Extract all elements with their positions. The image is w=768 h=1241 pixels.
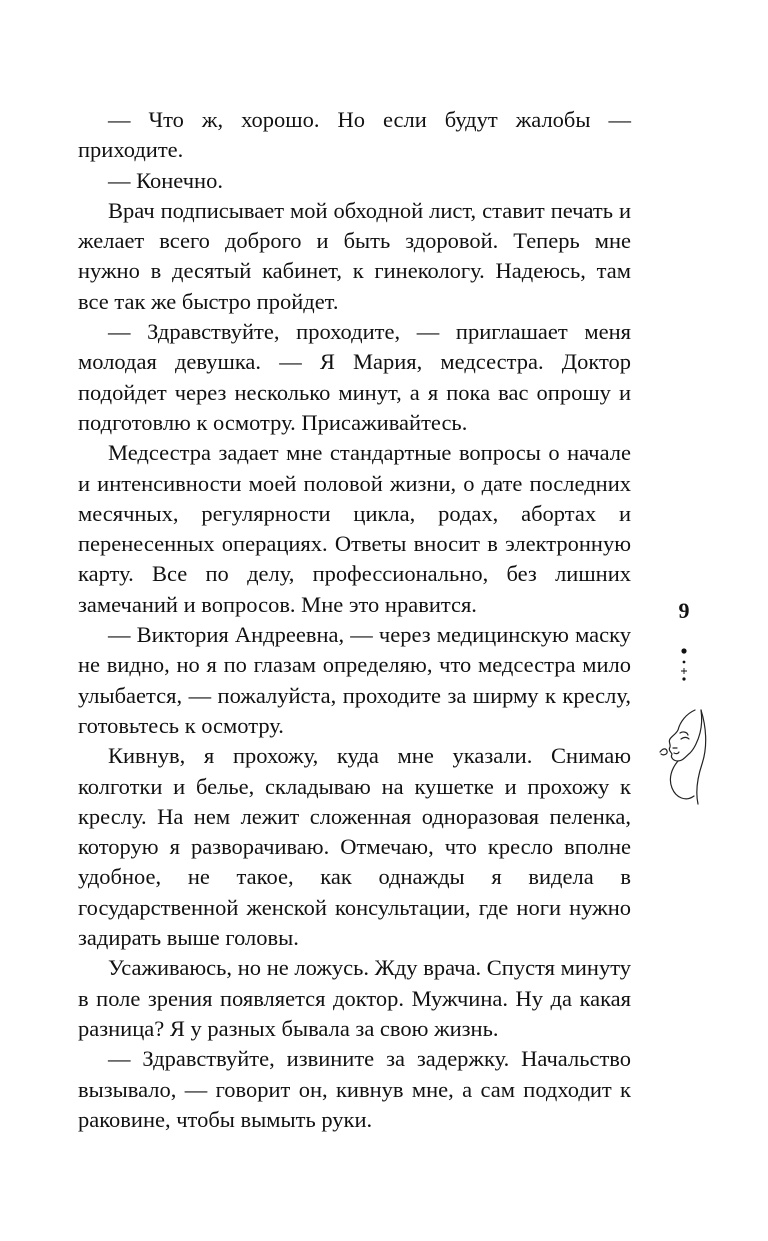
- paragraph-3: Врач подписывает мой обходной лист, ставит печать и желает всего доброго и быть здоровой. Теперь мне нужно в десятый кабинет, к гинекологу. Надеюсь, там все так же быстро пройдет.: [78, 197, 631, 314]
- paragraph-1: — Что ж, хорошо. Но если будут жалобы — приходите.: [78, 107, 631, 163]
- paragraph-5: Медсестра задает мне стандартные вопросы о начале и интенсивности моей половой жизни, о дате последних месячных, регулярности цикла, родах, абортах и перенесенных операциях. Ответы вносит в электронную карту. Все по делу, профессионально, без лишних замечаний и вопросов. Мне это нравится.: [78, 440, 631, 617]
- paragraph-6: — Виктория Андреевна, — через медицинскую маску не видно, но я по глазам определяю, что медсестра мило улыбается, — пожалуйста, проходите за ширму к креслу, готовьтесь к осмотру.: [78, 622, 631, 738]
- dots-ornament-icon: [672, 645, 696, 685]
- paragraph-2: — Конечно.: [108, 167, 223, 193]
- face-line-art-icon: [650, 706, 712, 806]
- paragraph-8: Усаживаюсь, но не ложусь. Жду врача. Спустя минуту в поле зрения появляется доктор. Мужчина. Ну да какая разница? Я у разных бывала за свою жизнь.: [78, 955, 631, 1041]
- paragraph-7: Кивнув, я прохожу, куда мне указали. Снимаю колготки и белье, складываю на кушетке и прохожу к креслу. На нем лежит сложенная одноразовая пеленка, которую я разворачиваю. Отмечаю, что кресло вполне удобное, не такое, как однажды я видела в государственной женской консультации, где ноги нужно задирать выше головы.: [78, 743, 631, 951]
- page-number: 9: [678, 598, 690, 623]
- paragraph-9: — Здравствуйте, извините за задержку. Начальство вызывало, — говорит он, кивнув мне, а сам подходит к раковине, чтобы вымыть руки.: [78, 1046, 631, 1132]
- paragraph-4: — Здравствуйте, проходите, — приглашает меня молодая девушка. — Я Мария, медсестра. Доктор подойдет через несколько минут, а я пока вас опрошу и подготовлю к осмотру. Присаживайтесь.: [78, 319, 631, 435]
- main-text: [78, 105, 631, 1135]
